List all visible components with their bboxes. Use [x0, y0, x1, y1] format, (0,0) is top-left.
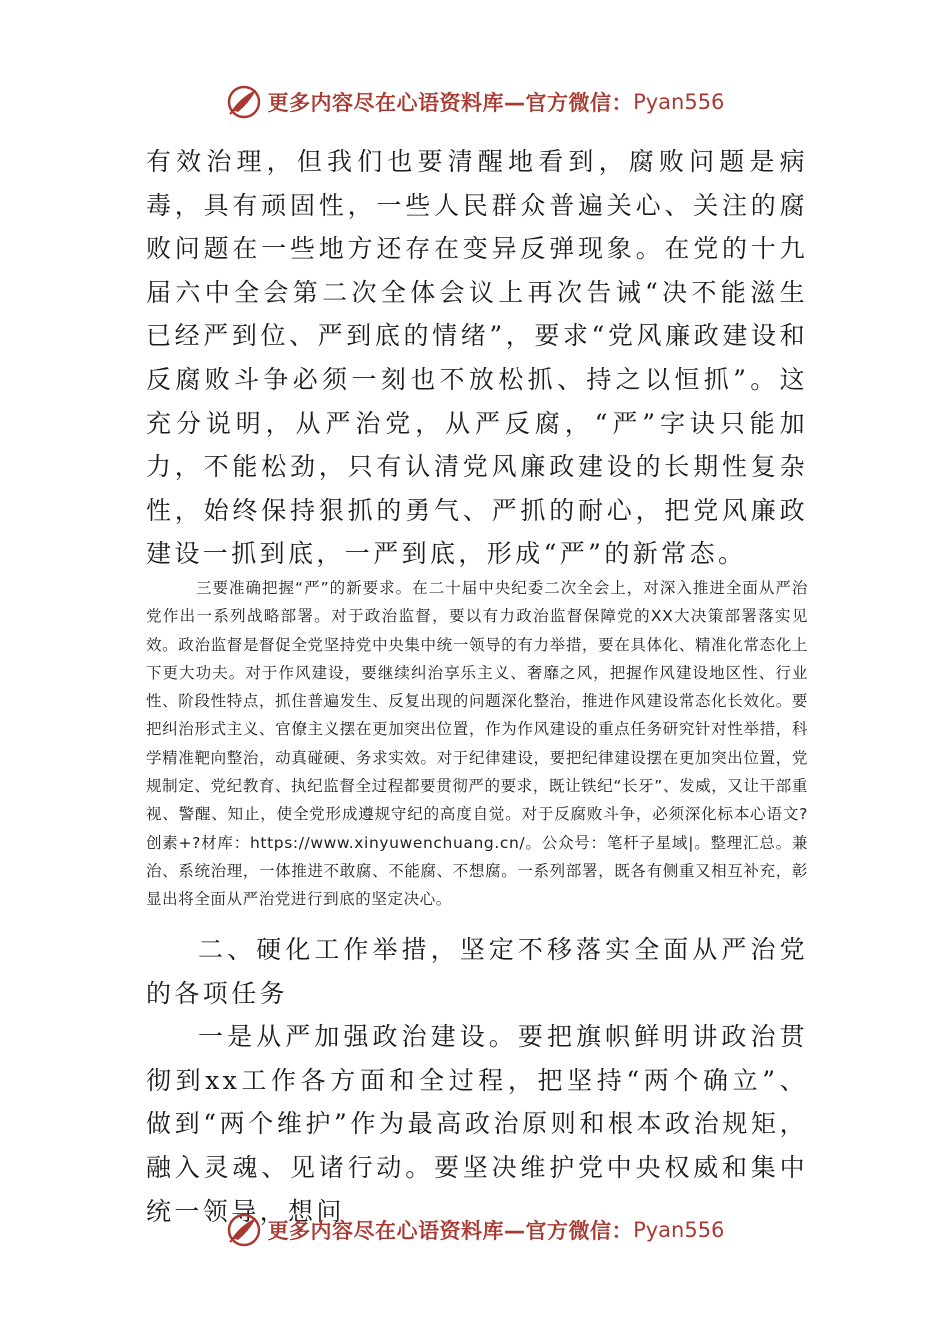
- header-watermark: [0, 82, 950, 122]
- section-two: [146, 928, 808, 1233]
- pen-logo-icon: [226, 1212, 262, 1248]
- first-point-paragraph: 一是从严加强政治建设。要把旗帜鲜明讲政治贯彻到xx工作各方面和全过程，把坚持“两个确立”、做到“两个维护”作为最高政治原则和根本政治规矩，融入灵魂、见诸行动。要坚决维护党中央权威和集中统一领导，想问: [146, 1022, 808, 1226]
- continuation-paragraph: 有效治理，但我们也要清醒地看到，腐败问题是病毒，具有顽固性，一些人民群众普遍关心、关注的腐败问题在一些地方还存在变异反弹现象。在党的十九届六中全会第二次全体会议上再次告诫“决不能滋生已经严到位、严到底的情绪”，要求“党风廉政建设和反腐败斗争必须一刻也不放松抓、持之以恒抓”。这充分说明，从严治党，从严反腐，“严”字诀只能加力，不能松劲，只有认清党风廉政建设的长期性复杂性，始终保持狠抓的勇气、严抓的耐心，把党风廉政建设一抓到底，一严到底，形成“严”的新常态。: [146, 147, 808, 569]
- footer-watermark: [0, 1210, 950, 1250]
- pen-logo-icon: [226, 84, 262, 120]
- watermark-handle: Pyan556: [633, 1218, 725, 1242]
- watermark-text: 更多内容尽在心语资料库—官方微信：: [267, 1219, 634, 1243]
- watermark-text: 更多内容尽在心语资料库—官方微信：: [267, 91, 634, 115]
- watermark-handle: Pyan556: [633, 90, 725, 114]
- section-heading: 二、硬化工作举措，坚定不移落实全面从严治党的各项任务: [146, 935, 808, 1008]
- third-requirement-paragraph: 三要准确把握“严”的新要求。在二十届中央纪委二次全会上，对深入推进全面从严治党作出一系列战略部署。对于政治监督，要以有力政治监督保障党的XX大决策部署落实见效。政治监督是督促全党坚持党中央集中统一领导的有力举措，要在具体化、精准化常态化上下更大功夫。对于作风建设，要继续纠治享乐主义、奢靡之风，把握作风建设地区性、行业性、阶段性特点，抓住普遍发生、反复出现的问题深化整治，推进作风建设常态化长效化。要把纠治形式主义、官僚主义摆在更加突出位置，作为作风建设的重点任务研究针对性举措，科学精准靶向整治，动真碰硬、务求实效。对于纪律建设，要把纪律建设摆在更加突出位置，党规制定、党纪教育、执纪监督全过程都要贯彻严的要求，既让铁纪“长牙”、发威，又让干部重视、警醒、知止，使全党形成遵规守纪的高度自觉。对于反腐败斗争，必须深化标本心语文?创素+?材库：https://www.xinyuwenchuang.cn/。公众号：笔杆子星域|。整理汇总。兼治、系统治理，一体推进不敢腐、不能腐、不想腐。一系列部署，既各有侧重又相互补充，彰显出将全面从严治党进行到底的坚定决心。: [146, 579, 808, 909]
